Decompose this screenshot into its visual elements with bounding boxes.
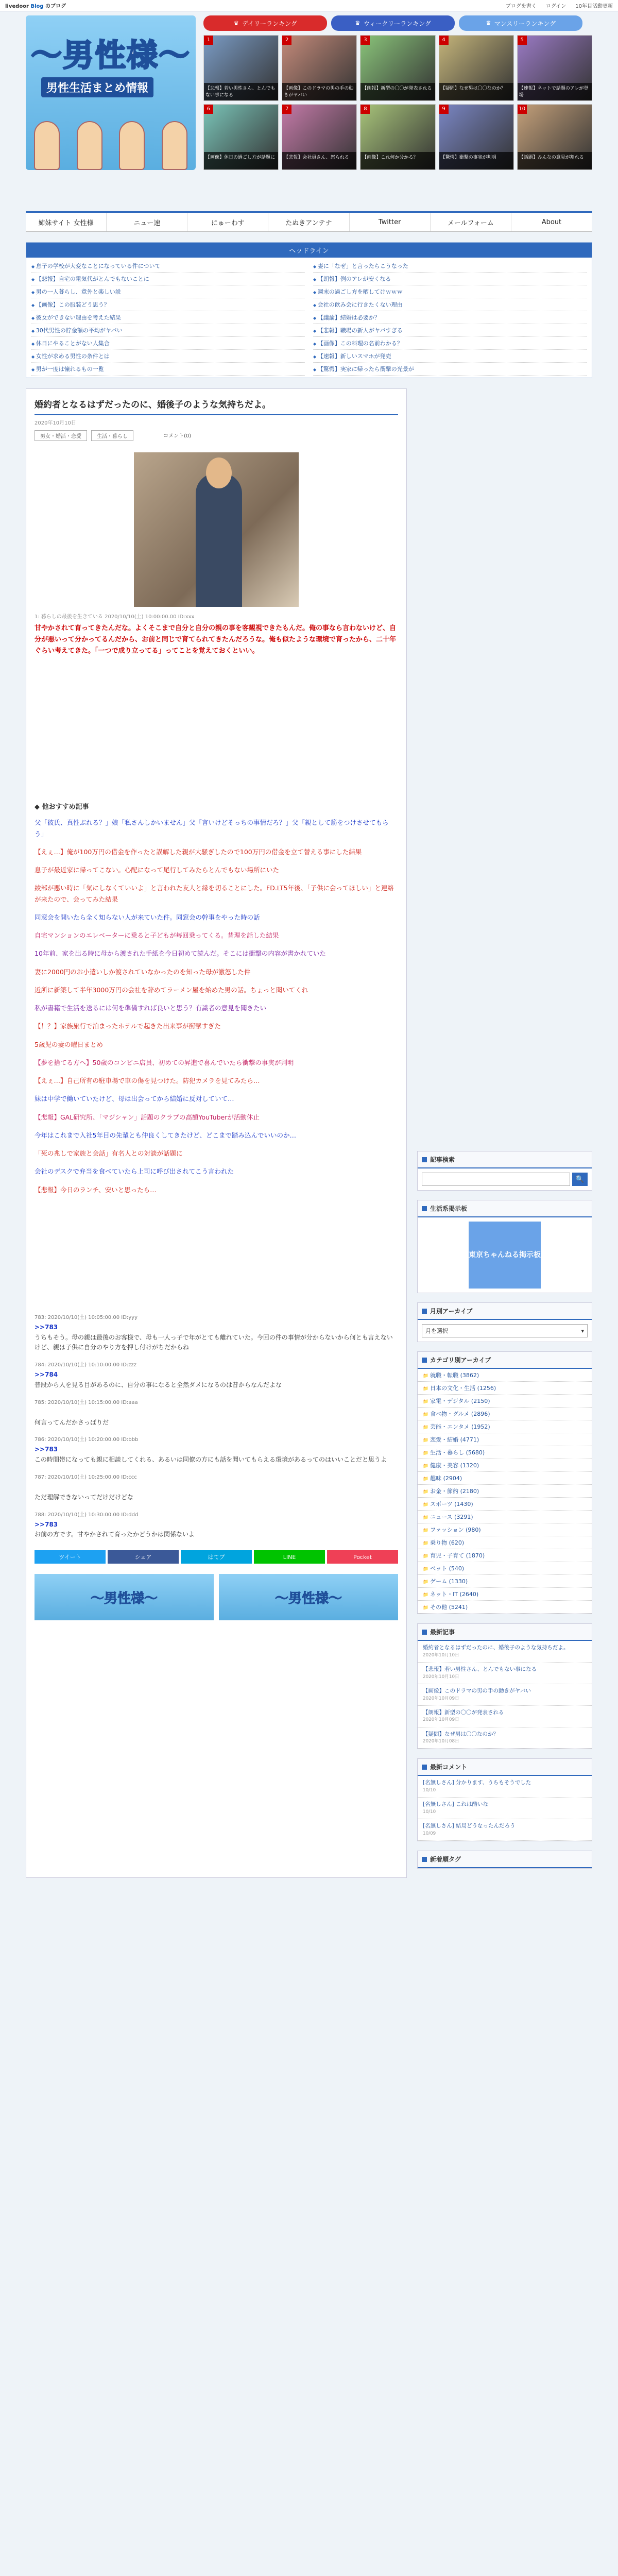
comment-date: 10/10 (423, 1809, 436, 1815)
ad-box (417, 1200, 592, 1293)
global-nav (26, 211, 592, 232)
sidebar (417, 388, 592, 1878)
category-link[interactable]: 📁 乗り物 (620) (418, 1536, 592, 1549)
category-link[interactable]: 📁 就職・転職 (3862) (418, 1369, 592, 1382)
headline-item[interactable]: ◆ 【悲報】自宅の電気代がとんでもないことに (31, 273, 305, 285)
share-button[interactable]: はてブ (181, 1550, 252, 1564)
reply-header: 785: 2020/10/10(土) 10:15:00.00 ID:aaa (35, 1399, 138, 1405)
site-banner[interactable]: 〜男性様〜 (219, 1574, 398, 1620)
category-link[interactable]: 📁 恋愛・結婚 (4771) (418, 1433, 592, 1446)
ranking-caption: 【悲報】若い男性さん、とんでもない事になる (204, 83, 278, 100)
recommended-link[interactable]: 自宅マンションのエレベーターに乗ると子どもが毎回乗ってくる。昔理を話した結果 (35, 931, 279, 940)
recommended-link[interactable]: 【えぇ…】自己所有の駐車場で車の傷を見つけた。防犯カメラを見てみたら… (35, 1077, 260, 1085)
reply-post (35, 1510, 398, 1540)
ranking-item[interactable] (517, 104, 592, 170)
reply-header: 786: 2020/10/10(土) 10:20:00.00 ID:bbb (35, 1437, 139, 1443)
recommended-link[interactable]: 妻に2000円のお小遣いしか渡されていなかったのを知った母が激怒した件 (35, 968, 251, 976)
reply-post (35, 1398, 398, 1428)
search-title: 記事検索 (418, 1151, 592, 1168)
latest-entry[interactable] (418, 1706, 592, 1727)
latest-title: 【画像】このドラマの男の手の動きがヤバい (423, 1687, 531, 1694)
nav-newwas[interactable]: にゅーわす (187, 213, 268, 231)
headline-item[interactable]: ◆ 【朗報】例のアレが安くなる (313, 273, 587, 285)
reply-post (35, 1472, 398, 1503)
category-title: カテゴリ別アーカイブ (418, 1352, 592, 1369)
rank-badge: 9 (439, 105, 449, 114)
reply-post (35, 1360, 398, 1391)
article-lead: 甘やかされて育ってきたんだな。よくそこまで自分と自分の親の事を客観視できたもんだ。俺の事なら言わないけど、自分が悪いって分かってるんだから、お前と同じで育てられてきたんだろうな。俺も似たような環境で育ったから、二十年ぐらい考えてきた。「一つで成り立ってる」ってことを覚えておくといい。 (35, 624, 397, 655)
category-link[interactable]: 📁 ゲーム (1330) (418, 1575, 592, 1588)
rank-badge: 5 (518, 36, 527, 45)
headline-item[interactable]: ◆ 【議論】結婚は必要か？ (313, 311, 587, 324)
recommended-link[interactable]: 息子が最近家に帰ってこない。心配になって尾行してみたらとんでもない場所にいた (35, 866, 280, 874)
comment-date: 10/10 (423, 1788, 436, 1793)
category-link[interactable]: 📁 日本の文化・生活 (1256) (418, 1382, 592, 1395)
recommended-link[interactable]: 妹は中学で働いていたけど、母は出会ってから結婚に反対していて… (35, 1095, 234, 1103)
latest-entry[interactable] (418, 1684, 592, 1706)
person-illustration (119, 121, 145, 170)
tab-monthly-ranking[interactable]: ♛ マンスリーランキング (459, 15, 582, 31)
latest-entry[interactable] (418, 1641, 592, 1663)
tab-daily-ranking[interactable]: ♛ デイリーランキング (203, 15, 327, 31)
latest-title: 最新記事 (418, 1624, 592, 1641)
reply-anchor[interactable]: >>784 (35, 1371, 58, 1379)
rank-badge: 3 (360, 36, 370, 45)
comment-count-link[interactable]: コメント(0) (163, 433, 192, 439)
ad-space (35, 657, 398, 796)
recommended-link[interactable]: 今年はこれまで入社5年目の先輩とも仲良くしてきたけど、どこまで踏み込んでいいのか… (35, 1131, 296, 1139)
ranking-item[interactable] (282, 104, 357, 170)
reply-text: 何言ってんだかさっぱりだ (35, 1418, 109, 1426)
nav-mail-form[interactable]: メールフォーム (431, 213, 511, 231)
recommended-link[interactable]: 父「彼氏、真性ぶれる？」娘「私さんしかいません」父「言いけどそっちの事情だろ？」父「親として筋をつけさせてもらう」 (35, 819, 389, 838)
site-banner[interactable]: 〜男性様〜 (35, 1574, 214, 1620)
headline-box (26, 242, 592, 378)
crown-icon: ♛ (485, 20, 491, 27)
comment-entry[interactable] (418, 1819, 592, 1841)
reply-text: ただ理解できないってだけだけどな (35, 1493, 134, 1501)
recommended-link[interactable]: 【悲報】GAL研究所、「マジシャン」話題のクラブの高額YouTuberが活動休止 (35, 1113, 260, 1121)
recommended-link[interactable]: 【！？】家族旅行で泊まったホテルで起きた出来事が衝撃すぎた (35, 1022, 221, 1030)
person-illustration (162, 121, 187, 170)
headline-item[interactable]: ◆ 会社の飲み会に行きたくない理由 (313, 298, 587, 311)
reply-header: 787: 2020/10/10(土) 10:25:00.00 ID:ccc (35, 1474, 137, 1480)
headline-item[interactable]: ◆ 【驚愕】実家に帰ったら衝撃の光景が (313, 363, 587, 376)
category-link[interactable]: 📁 食べ物・グルメ (2896) (418, 1408, 592, 1420)
headline-item[interactable]: ◆ 男が一度は憧れるもの一覧 (31, 363, 305, 376)
ranking-caption: 【話題】みんなの意見が割れる (518, 152, 592, 170)
reply-body (35, 1482, 398, 1503)
comments-box (417, 1758, 592, 1841)
ranking-item[interactable] (360, 104, 435, 170)
category-link[interactable]: 📁 芸能・エンタメ (1952) (418, 1420, 592, 1433)
logo-subtitle: 男性生活まとめ情報 (41, 77, 153, 97)
crown-icon: ♛ (233, 20, 239, 27)
category-link[interactable]: 📁 スポーツ (1430) (418, 1498, 592, 1511)
ranking-caption: 【画像】このドラマの男の手の動きがヤバい (282, 83, 356, 100)
rank-badge: 6 (204, 105, 213, 114)
search-button[interactable]: 🔍 (572, 1173, 588, 1186)
headline-item[interactable]: ◆ 男の一人暮らし、意外と楽しい説 (31, 285, 305, 298)
write-blog-link[interactable]: ブログを書く (505, 4, 537, 9)
nav-tanuki-antenna[interactable]: たぬきアンテナ (268, 213, 349, 231)
reply-body (35, 1370, 398, 1391)
photo-man-body (196, 473, 242, 607)
article (26, 388, 407, 1878)
latest-date: 2020年10月10日 (423, 1652, 459, 1658)
headline-item[interactable]: ◆ 週末の過ごし方を晒してけｗｗｗ (313, 285, 587, 298)
article-tags (35, 430, 398, 441)
reply-text: お前の方です。甘やかされて育ったかどうかは関係ないよ (35, 1531, 195, 1538)
recommended-link[interactable]: 会社のデスクで弁当を食べていたら上司に呼び出されてこう言われた (35, 1167, 234, 1176)
ad-space (35, 1202, 398, 1306)
chevron-down-icon: ▾ (581, 1327, 584, 1334)
headline-item[interactable]: ◆ 【画像】この服装どう思う？ (31, 298, 305, 311)
photo-man-head (206, 457, 232, 488)
share-button[interactable]: Pocket (327, 1550, 398, 1564)
latest-title: 婚約者となるはずだったのに、婚後子のような気持ちだよ。 (423, 1645, 569, 1651)
reply-body (35, 1323, 398, 1353)
latest-date: 2020年10月09日 (423, 1717, 459, 1723)
ranking-item[interactable] (360, 35, 435, 101)
reply-header: 784: 2020/10/10(土) 10:10:00.00 ID:zzz (35, 1362, 137, 1368)
comment-date: 10/09 (423, 1831, 436, 1836)
rank-badge: 1 (204, 36, 213, 45)
recommended-link[interactable]: 同窓会を開いたら全く知らない人が来ていた件。同窓会の幹事をやった時の話 (35, 913, 260, 921)
share-button[interactable]: LINE (254, 1550, 325, 1564)
headline-item[interactable]: ◆ 息子の学校が大変なことになっている件について (31, 260, 305, 273)
site-logo[interactable] (26, 15, 196, 170)
nav-sister-site[interactable]: 姉妹サイト 女性様 (26, 213, 107, 231)
ranking-grid (203, 35, 592, 170)
latest-title: 【悲報】若い男性さん、とんでもない事になる (423, 1666, 537, 1672)
reply-text: うちもそう。母の親は最後のお客様で、母も一人っ子で年がとても離れていた。今回の件の事情が分からないから何とも言えないけど、親は子供に自分のやり方を押し付けがちだからね (35, 1333, 393, 1351)
ranking-item[interactable] (203, 35, 279, 101)
reply-anchor[interactable]: >>783 (35, 1323, 58, 1331)
archive-select[interactable]: 月を選択 ▾ (422, 1324, 588, 1337)
category-link[interactable]: 📁 ニュース (3291) (418, 1511, 592, 1523)
latest-entry[interactable] (418, 1663, 592, 1684)
crown-icon: ♛ (355, 20, 360, 27)
headline-item[interactable]: ◆ 妻に「なぜ」と言ったらこうなった (313, 260, 587, 273)
recommended-link[interactable]: 10年前、家を出る時に母から渡された手紙を今日初めて読んだ。そこには衝撃の内容が書かれていた (35, 950, 326, 958)
anniversary-link[interactable]: 10年目活動更新 (575, 4, 613, 9)
recommended-link[interactable]: 「死の兆しで家族と会話」有名人との対談が話題に (35, 1149, 183, 1158)
recommended-link[interactable]: 【悲報】今日のランチ、安いと思ったら… (35, 1185, 157, 1194)
share-bar (35, 1550, 398, 1564)
reply-header: 783: 2020/10/10(土) 10:05:00.00 ID:yyy (35, 1314, 138, 1320)
ad-banner[interactable]: 東京ちゃんねる掲示板 (469, 1222, 541, 1289)
article-title: 婚約者となるはずだったのに、婚後子のような気持ちだよ。 (35, 397, 398, 415)
article-tag[interactable]: 生活・暮らし (91, 430, 133, 441)
category-link[interactable]: 📁 趣味 (2904) (418, 1472, 592, 1485)
recommended-list (35, 817, 398, 1195)
comment-entry[interactable] (418, 1776, 592, 1798)
ranking-item[interactable] (203, 104, 279, 170)
article-photo (134, 452, 299, 607)
reply-body (35, 1445, 398, 1465)
comment-text: [名無しさん] 結局どうなったんだろう (423, 1823, 516, 1829)
comment-entry[interactable] (418, 1798, 592, 1819)
nav-twitter[interactable]: Twitter (350, 213, 431, 231)
reply-anchor[interactable]: >>783 (35, 1446, 58, 1453)
ranking-caption: 【速報】ネットで話題のアレが登場 (518, 83, 592, 100)
article-tag[interactable]: 男女・婚活・恋愛 (35, 430, 87, 441)
comments-title: 最新コメント (418, 1759, 592, 1776)
logo-illustration (26, 108, 196, 170)
recommended-title: ◆ 他おすすめ記事 (35, 803, 89, 811)
archive-title: 月別アーカイブ (418, 1303, 592, 1320)
rank-badge: 2 (282, 36, 291, 45)
archive-box (417, 1302, 592, 1342)
comment-text: [名無しさん] これは酷いな (423, 1801, 489, 1808)
ranking-tabs (203, 15, 582, 31)
ranking-caption: 【画像】休日の過ごし方が話題に (204, 152, 278, 170)
recommended-link[interactable]: 5歳児の妻の曜日まとめ (35, 1040, 103, 1048)
ranking-caption: 【疑問】なぜ男は〇〇なのか？ (439, 83, 513, 100)
latest-box (417, 1623, 592, 1749)
headline-item[interactable]: ◆ 【悲報】職場の新人がヤバすぎる (313, 324, 587, 337)
recommended-link[interactable]: 私が書籍で生活を送るには何を準備すれば良いと思う？有識者の意見を聞きたい (35, 1004, 267, 1012)
latest-title: 【朗報】新型の〇〇が発表される (423, 1709, 504, 1716)
rank-badge: 8 (360, 105, 370, 114)
category-box (417, 1351, 592, 1614)
latest-date: 2020年10月08日 (423, 1739, 459, 1744)
category-link[interactable]: 📁 家電・デジタル (2150) (418, 1395, 592, 1408)
search-box (417, 1151, 592, 1191)
site-header (26, 15, 592, 201)
search-input[interactable] (422, 1173, 570, 1186)
headline-item[interactable]: ◆ 休日にやることがない人集合 (31, 337, 305, 350)
recommended-link[interactable]: 綾部が悪い時に「気にしなくていいよ」と言われた友人と縁を切ることにした。FD.LT5年後、「子供に会ってほしい」と連絡が来たので、会ってみた結果 (35, 884, 394, 903)
top-bar (0, 0, 618, 11)
recommended-link[interactable]: 近所に新築して半年3000万円の会社を辞めてラーメン屋を始めた男の話。ちょっと聞いてくれ (35, 986, 308, 994)
tab-weekly-ranking[interactable]: ♛ ウィークリーランキング (331, 15, 455, 31)
latest-date: 2020年10月10日 (423, 1674, 459, 1680)
headline-list (26, 258, 592, 378)
reply-body (35, 1408, 398, 1428)
ranking-item[interactable] (517, 35, 592, 101)
tags-box (417, 1851, 592, 1869)
category-link[interactable]: 📁 ファッション (980) (418, 1523, 592, 1536)
category-link[interactable]: 📁 育児・子育て (1870) (418, 1549, 592, 1562)
livedoor-logo[interactable]: livedoor Blog のブログ (5, 4, 66, 9)
reply-post (35, 1313, 398, 1353)
ranking-item[interactable] (282, 35, 357, 101)
reply-text: この時間帯になっても親に相談してくれる、あるいは同僚の方にも話を聞いてもらえる環境があるってのはいいことだと思うよ (35, 1456, 387, 1464)
headline-item[interactable]: ◆ 女性が求める男性の条件とは (31, 350, 305, 363)
ranking-caption: 【画像】これ何か分かる？ (360, 152, 435, 170)
headline-item[interactable]: ◆ 【画像】この料理の名前わかる？ (313, 337, 587, 350)
login-link[interactable]: ログイン (545, 4, 566, 9)
headline-item[interactable]: ◆ 30代男性の貯金額の平均がヤバい (31, 324, 305, 337)
rank-badge: 10 (518, 105, 527, 114)
reply-body (35, 1520, 398, 1540)
nav-about[interactable]: About (511, 213, 592, 231)
category-link[interactable]: 📁 健康・美容 (1320) (418, 1459, 592, 1472)
headline-title: ヘッドライン (26, 243, 592, 258)
headline-item[interactable]: ◆ 彼女ができない理由を考えた結果 (31, 311, 305, 324)
reply-text: 普段から人を見る目があるのに、自分の事になると全然ダメになるのは昔からなんだよな (35, 1381, 282, 1388)
ad-title: 生活系掲示板 (418, 1200, 592, 1217)
category-link[interactable]: 📁 お金・節約 (2180) (418, 1485, 592, 1498)
reply-post (35, 1435, 398, 1465)
recommended-link[interactable]: 【えぇ…】俺が100万円の借金を作ったと誤解した親が大騒ぎしたので100万円の借金を立て替える事にした結果 (35, 848, 362, 856)
sidebar-ad-space (417, 388, 592, 1151)
latest-title: 【疑問】なぜ男は〇〇なのか？ (423, 1731, 499, 1737)
category-link[interactable]: 📁 ネット・IT (2640) (418, 1588, 592, 1601)
reply-header: 788: 2020/10/10(土) 10:30:00.00 ID:ddd (35, 1512, 139, 1518)
replies (35, 1313, 398, 1540)
rank-badge: 7 (282, 105, 291, 114)
person-illustration (34, 121, 60, 170)
article-date: 2020年10月10日 (35, 420, 76, 426)
latest-entry[interactable] (418, 1727, 592, 1749)
share-button[interactable]: ツイート (35, 1550, 106, 1564)
headline-item[interactable]: ◆ 【速報】新しいスマホが発売 (313, 350, 587, 363)
banner-row (35, 1574, 398, 1620)
category-link[interactable]: 📁 生活・暮らし (5680) (418, 1446, 592, 1459)
comment-text: [名無しさん] 分かります、うちもそうでした (423, 1780, 531, 1786)
post-header: 1: 暮らしの最後を生きている 2020/10/10(土) 10:00:00.00 ID:xxx (35, 614, 195, 620)
ranking-caption: 【朗報】新型の〇〇が発表される (360, 83, 435, 100)
nav-news[interactable]: ニュー速 (107, 213, 187, 231)
person-illustration (77, 121, 102, 170)
ranking-item[interactable] (439, 104, 514, 170)
category-link[interactable]: 📁 ペット (540) (418, 1562, 592, 1575)
category-link[interactable]: 📁 その他 (5241) (418, 1601, 592, 1614)
reply-anchor[interactable]: >>783 (35, 1520, 58, 1528)
share-button[interactable]: シェア (108, 1550, 179, 1564)
recommended-link[interactable]: 【夢を捨てる方へ】50歳のコンビニ店員、初めての昇進で喜んでいたら衝撃の事実が判明 (35, 1058, 294, 1066)
rank-badge: 4 (439, 36, 449, 45)
ranking-caption: 【悲報】会社員さん、怒られる (282, 152, 356, 170)
logo-title: 〜男性様〜 (31, 38, 191, 74)
latest-date: 2020年10月09日 (423, 1696, 459, 1701)
tags-title: 新着順タグ (418, 1851, 592, 1868)
ranking-item[interactable] (439, 35, 514, 101)
ranking-caption: 【驚愕】衝撃の事実が判明 (439, 152, 513, 170)
